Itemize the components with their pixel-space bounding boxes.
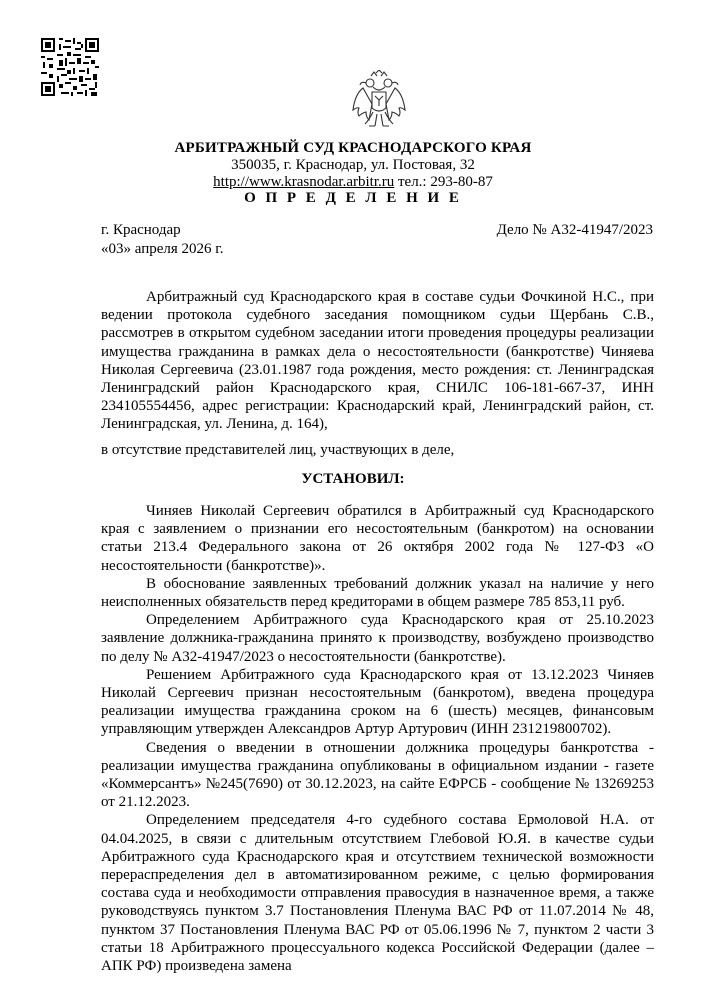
place-and-date (101, 221, 224, 259)
intro-text: Арбитражный суд Краснодарского края в составе судьи Фочкиной Н.С., при ведении протокола судебного заседания помощником судьи Щербань С.В., рассмотрев в открытом судебном заседании итоги проведения процедуры реализации имущества гражданина в рамках дела о несостоятельности (банкротстве) Чиняева Николая Сергеевича (23.01.1987 года рождения, место рождения: ст. Ленинградская Ленинградский район Краснодарского края, СНИЛС 106-181-667-37, ИНН 234105554456, адрес регистрации: Краснодарский край, Ленинградский район, ст. Ленинградская, ул. Ленина, д. 164), (101, 289, 654, 433)
document-date: «03» апреля 2026 г. (101, 241, 224, 257)
paragraph: Определением председателя 4-го судебного состава Ермоловой Н.А. от 04.04.2025, в связи с длительным отсутствием Глебовой Ю.Я. в качестве судьи Арбитражного суда Краснодарского края и отсутствием технической возможности перераспределения дел в автоматизированном режиме, с целью формирования состава суда и необходимости отправления правосудия в назначенное время, а также руководствуясь пунктом 3.7 Постановления Пленума ВАС РФ от 11.07.2014 № 48, пунктом 37 Постановления Пленума ВАС РФ от 05.06.1996 № 7, пунктом 2 части 3 статьи 18 Арбитражного процессуального кодекса Российской Федерации (далее – АПК РФ) произведена замена (101, 812, 654, 975)
court-contacts (0, 174, 706, 191)
paragraph: В обоснование заявленных требований должник указал на наличие у него неисполненных обязательств перед кредиторами в общем размере 785 853,11 руб. (101, 575, 654, 611)
qr-code-icon (41, 38, 99, 96)
case-number: Дело № А32-41947/2023 (496, 222, 653, 238)
absence-note (101, 441, 654, 459)
court-website-link[interactable]: http://www.krasnodar.arbitr.ru (213, 174, 395, 190)
document-type: О П Р Е Д Е Л Е Н И Е (244, 190, 462, 206)
paragraph: Определением Арбитражного суда Краснодарского края от 25.10.2023 заявление должника-гражданина принято к производству, возбуждено производство по делу № А32-41947/2023 о несостоятельности (банкротстве). (101, 612, 654, 665)
paragraph: Сведения о введении в отношении должника процедуры банкротства - реализации имущества гражданина опубликованы в официальном издании - газете «Коммерсантъ» №245(7690) от 30.12.2023, на сайте ЕФРСБ - сообщение № 13269253 от 21.12.2023. (101, 739, 654, 811)
russian-coat-of-arms-icon (351, 70, 407, 134)
main-text (101, 502, 654, 975)
paragraph: Чиняев Николай Сергеевич обратился в Арбитражный суд Краснодарского края с заявлением о признании его несостоятельным (банкротом) на основании статьи 213.4 Федерального закона от 26 октября 2002 года № 127-ФЗ «О несостоятельности (банкротстве)». (101, 503, 654, 574)
absence-text: в отсутствие представителей лиц, участвующих в деле, (101, 442, 455, 458)
court-phone: тел.: 293-80-87 (394, 174, 493, 190)
paragraph: Решением Арбитражного суда Краснодарского края от 13.12.2023 Чиняев Николай Сергеевич признан несостоятельным (банкротом), введена процедура реализации имущества гражданина сроком на 6 (шесть) месяцев, финансовым управляющим утвержден Александров Артур Артурович (ИНН 231219800702). (101, 666, 654, 738)
city: г. Краснодар (101, 222, 181, 238)
established-heading: УСТАНОВИЛ: (301, 471, 405, 487)
court-address: 350035, г. Краснодар, ул. Постовая, 32 (231, 157, 475, 173)
intro-paragraph (101, 288, 654, 434)
court-name: АРБИТРАЖНЫЙ СУД КРАСНОДАРСКОГО КРАЯ (174, 140, 532, 156)
